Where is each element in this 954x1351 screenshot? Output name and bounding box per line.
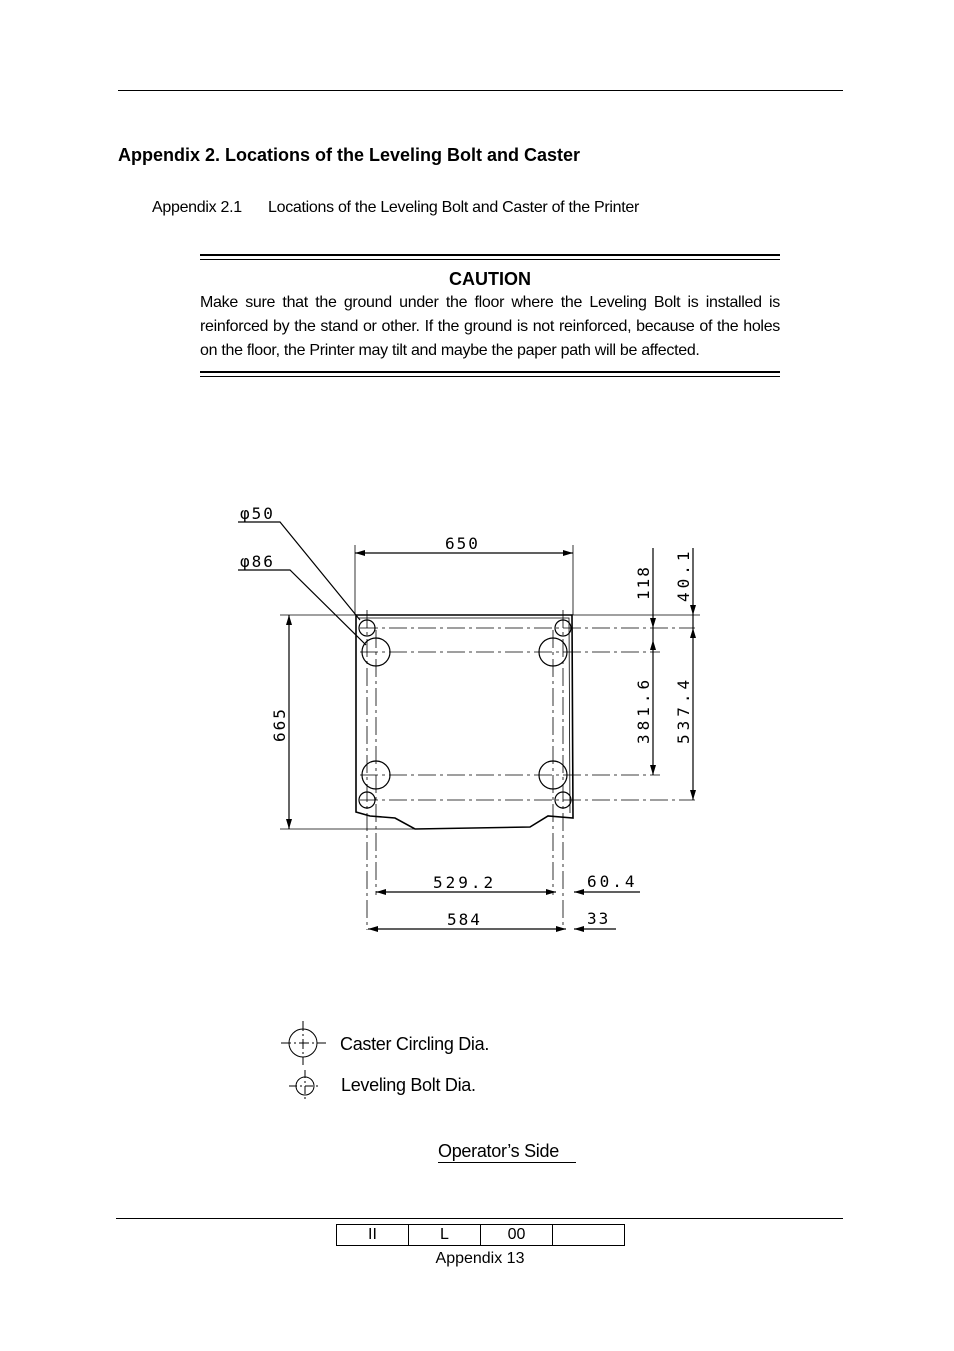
operator-side-label: Operator’s Side <box>438 1141 559 1161</box>
operator-side-underline <box>438 1162 576 1163</box>
label-665: 665 <box>270 707 289 742</box>
label-60-4: 60.4 <box>587 872 638 891</box>
subsection-title: Locations of the Leveling Bolt and Caster of the Printer <box>268 199 639 216</box>
footer-cell: L <box>409 1225 481 1246</box>
label-phi50: φ50 <box>240 504 275 523</box>
label-537-4: 537.4 <box>674 675 693 744</box>
footer-revision-table <box>336 1224 625 1246</box>
leader-phi86 <box>238 570 366 645</box>
label-650: 650 <box>445 534 480 553</box>
label-40-1: 40.1 <box>674 547 693 602</box>
page-number: Appendix 13 <box>435 1250 525 1267</box>
footer-cell: 00 <box>481 1225 553 1246</box>
caution-title: CAUTION <box>449 269 531 289</box>
footer-rule <box>116 1218 843 1219</box>
label-phi86: φ86 <box>240 552 275 571</box>
label-584: 584 <box>447 910 482 929</box>
footer-cell <box>553 1225 625 1246</box>
footer-cell: II <box>337 1225 409 1246</box>
legend-caster-label: Caster Circling Dia. <box>340 1034 490 1054</box>
subsection-number: Appendix 2.1 <box>152 199 242 216</box>
label-33: 33 <box>587 909 611 928</box>
label-381-6: 381.6 <box>634 675 653 744</box>
label-529-2: 529.2 <box>433 873 497 892</box>
large-circle-crosshair-icon <box>281 1021 326 1065</box>
legend-bolt-label: Leveling Bolt Dia. <box>341 1075 476 1095</box>
caution-text: Make sure that the ground under the floor where the Leveling Bolt is installed is reinforced by the stand or other. If the ground is not reinforced, because of the holes on the floor, the Printer may tilt and maybe the paper path will be affected. <box>200 294 780 359</box>
printer-inner-outline <box>359 618 570 813</box>
small-circle-crosshair-icon <box>289 1070 321 1101</box>
leader-phi50 <box>238 522 360 620</box>
label-118: 118 <box>634 565 653 600</box>
appendix-heading: Appendix 2. Locations of the Leveling Bolt and Caster <box>118 145 581 165</box>
